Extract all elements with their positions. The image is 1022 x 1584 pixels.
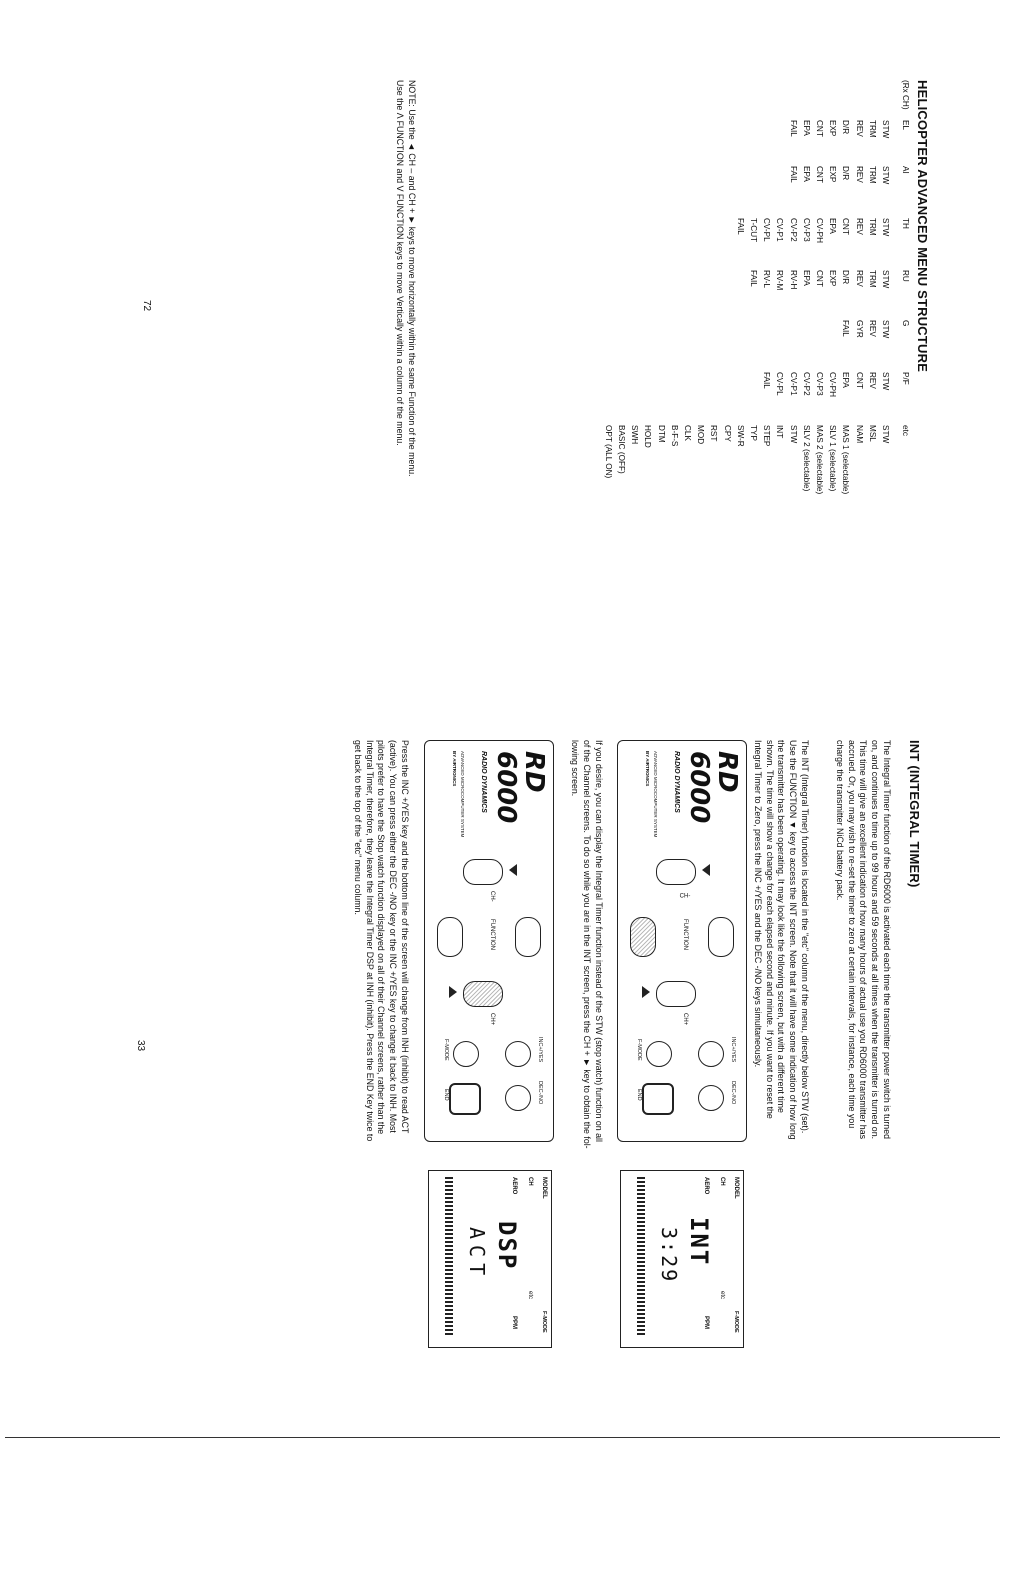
menu-cell: REV	[854, 120, 864, 137]
menu-cell: STW	[881, 166, 890, 185]
menu-cell: REV	[867, 372, 877, 389]
end-button[interactable]	[449, 1083, 481, 1115]
menu-cell: EPA	[841, 372, 851, 388]
menu-cell: SWH	[630, 425, 640, 445]
lcd-screen-int	[620, 1170, 744, 1348]
lcd-model-label: MODEL	[541, 1177, 547, 1199]
menu-cell: EPA	[801, 166, 811, 182]
f-mode-label: F-MODE	[636, 1039, 642, 1061]
menu-cell: T-CUT	[749, 218, 758, 243]
dec-no-button[interactable]	[505, 1085, 531, 1111]
para2-line: shown. The time will show a change for each elapsed second and minute. If you want to reset the	[764, 740, 775, 1119]
menu-cell: TRM	[867, 270, 877, 288]
inc-yes-label: INC+/YES	[730, 1037, 736, 1063]
radio-brand-sub: RADIO DYNAMICS	[480, 751, 487, 813]
menu-cell: STW	[881, 218, 890, 237]
dec-no-label: DEC-/NO	[537, 1081, 543, 1105]
lcd-fmode-label: F-MODE	[541, 1311, 547, 1333]
lcd-ppm-label: PPM	[703, 1316, 709, 1330]
menu-cell: EXP	[828, 270, 838, 287]
f-mode-button[interactable]	[646, 1041, 672, 1067]
menu-cell: RST	[709, 425, 719, 442]
function-down-button[interactable]	[437, 917, 463, 957]
page-number-left: 72	[141, 300, 152, 312]
menu-cell: EXP	[828, 120, 838, 137]
lcd-main-text: INT	[685, 1217, 713, 1267]
menu-column-header: EL	[901, 120, 910, 131]
menu-structure-title: HELICOPTER ADVANCED MENU STRUCTURE	[915, 80, 930, 373]
ch-plus-label: CH+	[489, 1013, 495, 1026]
dec-no-label: DEC-/NO	[730, 1081, 736, 1105]
menu-cell: FAIL	[735, 218, 745, 235]
menu-column-header: etc	[901, 425, 910, 436]
function-up-button[interactable]	[515, 917, 541, 957]
menu-cell: RV-L	[762, 270, 772, 289]
lcd-fmode-label: F-MODE	[733, 1311, 739, 1333]
para2-line: Integral Timer to Zero, press the INC +/YES and the DEC -/NO keys simultaneously.	[752, 740, 763, 1068]
menu-cell: DTM	[656, 425, 666, 443]
menu-cell: TRM	[867, 120, 877, 138]
menu-note-line2: Use the Λ FUNCTION and V FUNCTION keys to move Vertically within a column of the menu.	[395, 80, 405, 446]
radio-brand-maker: BY AIRTRONICS	[645, 751, 650, 787]
menu-cell: D/R	[841, 270, 851, 285]
menu-column-header: (Rx CH)	[901, 80, 910, 110]
right-page	[135, 740, 1022, 1500]
radio-brand-rd: RD	[712, 751, 742, 793]
menu-cell: REV	[854, 218, 864, 235]
menu-cell: REV	[867, 320, 877, 337]
menu-cell: FAIL	[841, 320, 851, 337]
para4-line: Press the INC +/YES key and the bottom line of the screen will change from INH (inhibit) to read ACT	[400, 740, 410, 1134]
lcd-model-label: MODEL	[733, 1177, 739, 1199]
para4-line: pilots prefer to have the Stop watch function displayed on all of their Channel screens, rather than the	[376, 740, 387, 1135]
menu-cell: CNT	[815, 270, 824, 287]
function-down-button[interactable]	[630, 917, 656, 957]
para3-line: If you desire, you can display the Integral Timer function instead of the STW (stop watch) function on all	[594, 740, 604, 1142]
menu-cell: REV	[854, 166, 864, 183]
ch-plus-icon[interactable]	[642, 986, 650, 998]
para2-line: the transmitter has been operating. It may look like the following screen, but with a different time	[776, 740, 787, 1113]
ch-minus-button[interactable]	[463, 859, 503, 885]
menu-column-header: AI	[901, 166, 910, 174]
radio-brand-sub: RADIO DYNAMICS	[673, 751, 680, 813]
menu-cell: CNT	[815, 120, 824, 137]
menu-cell: CV-P2	[801, 372, 811, 396]
radio-brand-rd: RD	[519, 751, 549, 793]
ch-plus-label: CH+	[682, 1013, 688, 1026]
para1-line: on, and continues to time up to 99 hours and 59 seconds at all times when the transmitter is turned on.	[870, 740, 881, 1140]
menu-column-header: P/F	[901, 372, 910, 385]
lcd-etc-label: etc	[719, 1291, 725, 1300]
inc-yes-label: INC+/YES	[537, 1037, 543, 1063]
page-number-right: 33	[135, 1040, 146, 1052]
menu-cell: STW	[881, 425, 890, 444]
radio-brand-small: ADVANCED MICROCOMPUTER SYSTEM	[653, 751, 658, 838]
menu-cell: INT	[775, 425, 785, 439]
menu-cell: B-F-S	[669, 425, 679, 447]
para4-line: (active). You can press either the DEC -/NO key or the INC +/YES key to change it back to INH. Most	[388, 740, 399, 1133]
lcd-ch-label: CH	[719, 1177, 725, 1186]
menu-cell: D/R	[841, 120, 851, 135]
lcd-screen-dsp	[428, 1170, 552, 1348]
menu-cell: TYP	[749, 425, 758, 441]
menu-cell: FAIL	[749, 270, 758, 287]
menu-cell: CV-PH	[828, 372, 838, 398]
lcd-bar-graph	[445, 1177, 453, 1337]
menu-cell: FAIL	[762, 372, 772, 389]
left-page	[141, 0, 1022, 760]
menu-cell: CNT	[815, 166, 824, 183]
menu-column-header: RU	[901, 270, 910, 282]
menu-cell: MSL	[867, 425, 877, 442]
menu-cell: CV-PH	[815, 218, 824, 244]
ch-plus-button[interactable]	[463, 981, 503, 1007]
para2-line: Use the FUNCTION ▼ key to access the INT screen. Note that it will have some indication of how long	[788, 740, 799, 1140]
menu-cell: SLV 2 (selectable)	[801, 425, 811, 492]
menu-column-header: G	[901, 320, 910, 327]
para4	[351, 740, 410, 1141]
menu-cell: REV	[854, 270, 864, 287]
ch-minus-label: CH-	[679, 893, 691, 900]
menu-note-line1: NOTE: Use the ◄ CH – and CH + ► keys to move horizontally within the same Function of the menu.	[407, 80, 417, 477]
lcd-ch-label: CH	[527, 1177, 533, 1186]
end-label: END	[636, 1089, 642, 1101]
ch-plus-button[interactable]	[656, 981, 696, 1007]
para2-line: The INT (Integral Timer) function is located in the "etc" column of the menu, directly below STW (set).	[800, 740, 810, 1134]
menu-cell: CNT	[841, 218, 851, 235]
menu-cell: EPA	[801, 120, 811, 136]
lcd-sub-text: ACT	[465, 1227, 489, 1282]
ch-minus-icon[interactable]	[702, 864, 710, 876]
para1	[833, 740, 892, 1139]
lcd-etc-label: etc	[527, 1291, 533, 1300]
radio-panel-1	[617, 740, 747, 1142]
menu-cell: CPY	[722, 425, 732, 442]
radio-brand-6000: 6000	[491, 751, 521, 824]
radio-brand-small: ADVANCED MICROCOMPUTER SYSTEM	[460, 751, 465, 838]
menu-cell: NAM	[854, 425, 864, 444]
para2	[751, 740, 810, 1140]
menu-cell: MOD	[696, 425, 706, 445]
radio-brand-maker: BY AIRTRONICS	[452, 751, 457, 787]
inc-yes-button[interactable]	[505, 1041, 531, 1067]
radio-panel-2	[424, 740, 554, 1142]
menu-cell: CV-PL	[775, 372, 785, 396]
page-divider	[5, 1437, 1000, 1438]
para1-line: The Integral Timer function of the RD6000 is activated each time the transmitter power switch is turned	[882, 740, 892, 1139]
menu-cell: STEP	[762, 425, 772, 447]
lcd-main-text: DSP	[493, 1221, 521, 1271]
radio-brand-6000: 6000	[684, 751, 714, 824]
function-up-button[interactable]	[708, 917, 734, 957]
menu-cell: FAIL	[788, 120, 798, 137]
ch-minus-label: CH-	[489, 891, 495, 902]
para3	[569, 740, 604, 1149]
menu-cell: GYR	[854, 320, 864, 338]
para4-line: Integral Timer, therefore, they leave the Integral Timer DSP at INH (inhibit). Press the END Key twice to	[364, 740, 375, 1142]
para3-line: lowing screen.	[570, 740, 581, 797]
para1-line: accrued. Or, you may wish to re-set the timer to zero at certain intervals, for instance, each time you	[846, 740, 857, 1129]
menu-cell: STW	[881, 320, 890, 339]
menu-cell: STW	[788, 425, 798, 444]
menu-cell: SW-R	[735, 425, 745, 447]
menu-column-header: TH	[901, 218, 910, 229]
menu-cell: CV-P3	[815, 372, 824, 396]
para4-line: get back to the top of the "etc" menu column.	[352, 740, 363, 915]
end-label: END	[443, 1089, 449, 1101]
menu-cell: STW	[881, 120, 890, 139]
f-mode-label: F-MODE	[443, 1039, 449, 1061]
ch-minus-button[interactable]	[656, 859, 696, 885]
menu-cell: CV-PL	[762, 218, 772, 242]
function-label: FUNCTION	[489, 919, 495, 950]
menu-cell: EPA	[801, 270, 811, 286]
lcd-bar-graph	[637, 1177, 645, 1337]
f-mode-button[interactable]	[453, 1041, 479, 1067]
menu-cell: RV-H	[788, 270, 798, 290]
menu-cell: CV-P2	[788, 218, 798, 242]
lcd-aero-label: AERO	[703, 1177, 709, 1195]
para3-line: of the Channel screens. To do so while you are in the INT screen, press the CH + ► key to obtain the fol-	[582, 740, 593, 1149]
menu-cell: TRM	[867, 166, 877, 184]
menu-cell: STW	[881, 270, 890, 289]
lcd-ppm-label: PPM	[511, 1316, 517, 1330]
end-button[interactable]	[642, 1083, 674, 1115]
inc-yes-button[interactable]	[698, 1041, 724, 1067]
menu-cell: CLK	[683, 425, 692, 441]
menu-cell: CV-P1	[775, 218, 785, 242]
menu-cell: HOLD	[643, 425, 653, 448]
menu-cell: CV-P3	[801, 218, 811, 242]
int-title: INT (INTEGRAL TIMER)	[907, 740, 922, 888]
menu-cell: OPT (ALL ON)	[603, 425, 613, 479]
dec-no-button[interactable]	[698, 1085, 724, 1111]
menu-cell: EXP	[828, 166, 838, 183]
lcd-sub-text: 3:29	[657, 1227, 681, 1284]
menu-cell: MAS 1 (selectable)	[841, 425, 851, 495]
para1-line: This time will give an excellent indication of how many hours of actual use you RD6000 transmitter has	[858, 740, 869, 1139]
menu-cell: TRM	[867, 218, 877, 236]
lcd-aero-label: AERO	[511, 1177, 517, 1195]
menu-table	[590, 80, 910, 680]
menu-cell: D/R	[841, 166, 851, 181]
menu-cell: CV-P1	[788, 372, 798, 396]
function-label: FUNCTION	[682, 919, 688, 950]
menu-cell: CNT	[854, 372, 864, 389]
ch-plus-icon[interactable]	[449, 986, 457, 998]
menu-cell: EPA	[828, 218, 838, 234]
menu-cell: BASIC (OFF)	[617, 425, 626, 474]
para1-line: charge the transmitter NiCd battery pack.	[834, 740, 845, 901]
menu-cell: RV-M	[775, 270, 785, 291]
menu-cell: STW	[881, 372, 890, 391]
menu-cell: FAIL	[788, 166, 798, 183]
ch-minus-icon[interactable]	[509, 864, 517, 876]
menu-cell: SLV 1 (selectable)	[828, 425, 838, 492]
menu-cell: MAS 2 (selectable)	[815, 425, 824, 495]
